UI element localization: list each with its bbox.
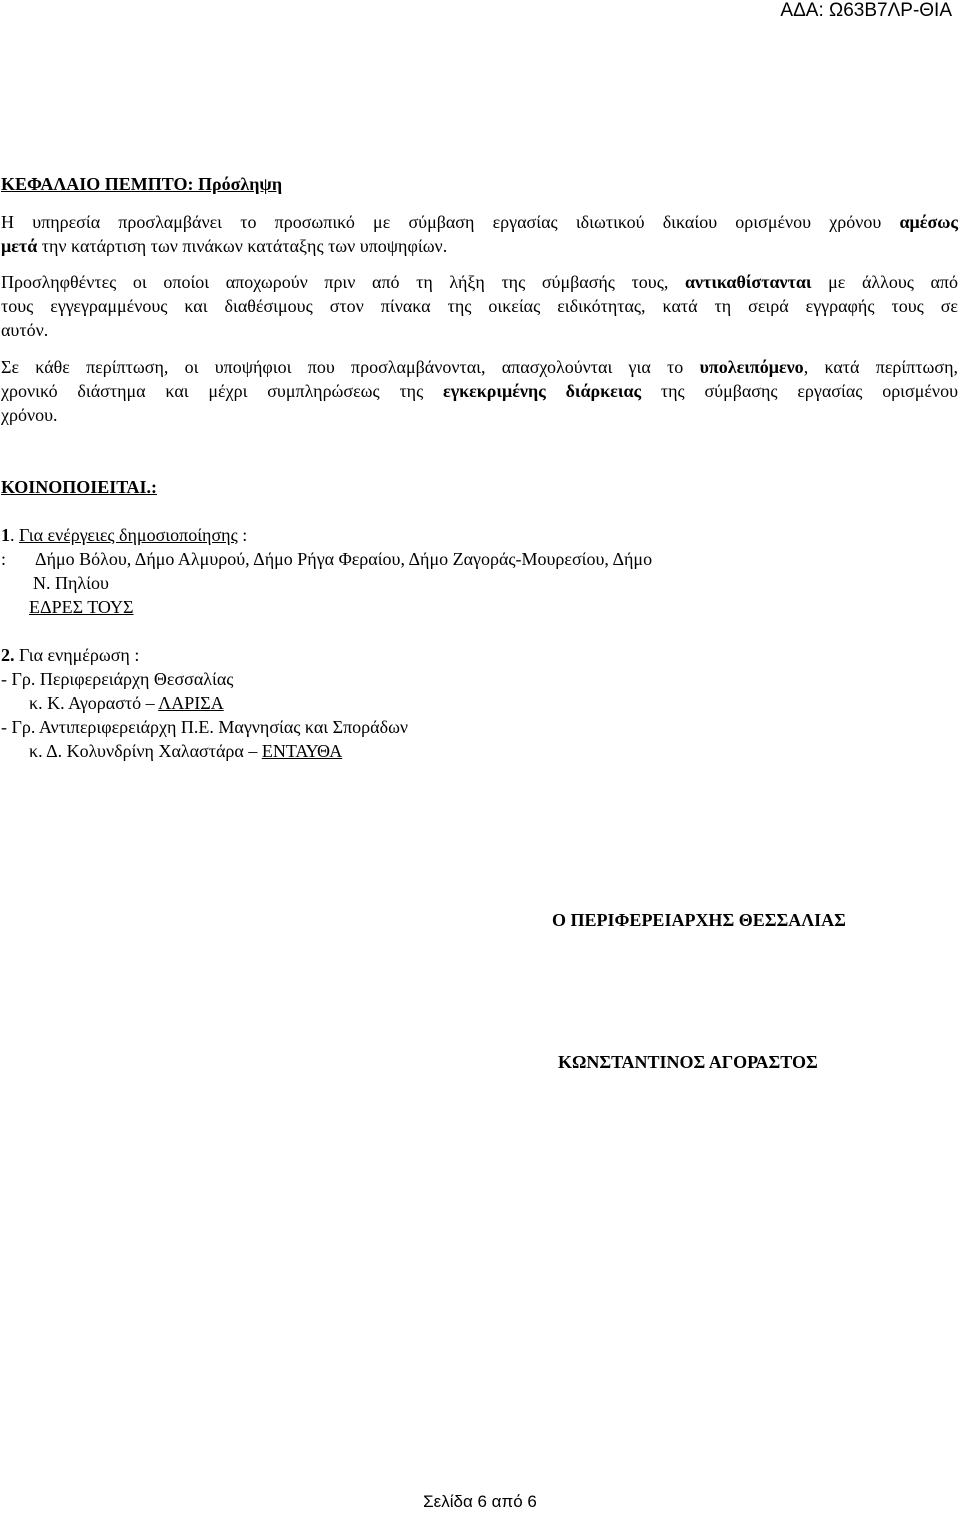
text: Η υπηρεσία προσλαμβάνει το προσωπικό με σύμβαση εργασίας ιδιωτικού δικαίου ορισμένου χρόνου <box>1 212 900 232</box>
bold-text: εγκεκριμένης διάρκειας <box>443 381 642 401</box>
ada-code: ΑΔΑ: Ω63Β7ΛΡ-ΘΙΑ <box>780 0 952 21</box>
paragraph-3-line <box>1 379 958 403</box>
text: χρόνου. <box>1 405 58 425</box>
text: τους εγγεγραμμένους και διαθέσιμους στον πίνακα της οικείας ειδικότητας, κατά τη σειρά εγγραφής τους σε <box>1 296 958 316</box>
paragraph-1-line <box>1 210 958 234</box>
paragraph-2-line <box>1 318 958 342</box>
group-1-number: 1 <box>1 525 10 545</box>
group-2-recipient-1: - Γρ. Περιφερειάρχη Θεσσαλίας <box>1 669 234 689</box>
group-2-label: Για ενημέρωση : <box>14 645 140 665</box>
group-2-recipient-2-name <box>29 741 342 762</box>
recipient-2-location: ΕΝΤΑΥΘΑ <box>261 741 343 761</box>
text: Προσληφθέντες οι οποίοι αποχωρούν πριν από τη λήξη της σύμβασής τους, <box>1 272 685 292</box>
text: χρονικό διάστημα και μέχρι συμπληρώσεως της <box>1 381 444 401</box>
signature-title: Ο ΠΕΡΙΦΕΡΕΙΑΡΧΗΣ ΘΕΣΣΑΛΙΑΣ <box>552 910 846 930</box>
group-2-recipient-1-name <box>29 693 224 714</box>
signature-name: ΚΩΝΣΤΑΝΤΙΝΟΣ ΑΓΟΡΑΣΤΟΣ <box>558 1052 818 1072</box>
recipient-1-location: ΛΑΡΙΣΑ <box>158 693 224 713</box>
bold-text: μετά <box>1 236 38 256</box>
text: Σε κάθε περίπτωση, οι υποψήφιοι που προσλαμβάνονται, απασχολούνται για το <box>1 357 700 377</box>
paragraph-3-line <box>1 355 958 379</box>
paragraph-2-line <box>1 270 958 294</box>
chapter-title <box>1 174 282 195</box>
notify-group-1-heading: 1. Για ενέργειες δημοσιοποίησης : <box>1 525 248 545</box>
group-2-recipient-2: - Γρ. Αντιπεριφερειάρχη Π.Ε. Μαγνησίας και Σποράδων <box>1 717 409 737</box>
bold-text: αμέσως <box>899 212 958 232</box>
group-1-location <box>29 597 133 618</box>
notify-group-2-heading <box>1 645 139 666</box>
group-1-recipients-cont: Ν. Πηλίου <box>33 573 109 593</box>
text: την κατάρτιση των πινάκων κατάταξης των υποψηφίων. <box>37 236 448 256</box>
paragraph-1-line <box>1 234 958 258</box>
bold-text: υπολειπόμενο <box>699 357 804 377</box>
recipient-2-name: κ. Δ. Κολυνδρίνη Χαλαστάρα – <box>29 741 262 761</box>
group-2-number: 2. <box>1 645 15 665</box>
paragraph-2-line <box>1 294 958 318</box>
notify-heading <box>1 477 157 498</box>
text: με άλλους από <box>811 272 959 292</box>
group-1-location-text: ΕΔΡΕΣ ΤΟΥΣ <box>29 597 134 617</box>
text: , κατά περίπτωση, <box>803 357 958 377</box>
group-1-recipients: Δήμο Βόλου, Δήμο Αλμυρού, Δήμο Ρήγα Φεραίου, Δήμο Ζαγοράς-Μουρεσίου, Δήμο <box>35 549 653 569</box>
bold-text: αντικαθίστανται <box>684 272 812 292</box>
notify-title: ΚΟΙΝΟΠΟΙΕΙΤΑΙ.: <box>1 477 158 497</box>
text: της σύμβασης εργασίας ορισμένου <box>641 381 958 401</box>
group-1-colon: : <box>237 525 248 545</box>
paragraph-3-line <box>1 403 958 427</box>
chapter-title-text: ΚΕΦΑΛΑΙΟ ΠΕΜΠΤΟ: Πρόσληψη <box>1 174 283 194</box>
group-1-label: Για ενέργειες δημοσιοποίησης <box>19 525 238 545</box>
group-1-prefix: : <box>1 549 7 569</box>
recipient-1-name: κ. Κ. Αγοραστό – <box>29 693 159 713</box>
text: αυτόν. <box>1 320 49 340</box>
page-number: Σελίδα 6 από 6 <box>423 1492 537 1511</box>
